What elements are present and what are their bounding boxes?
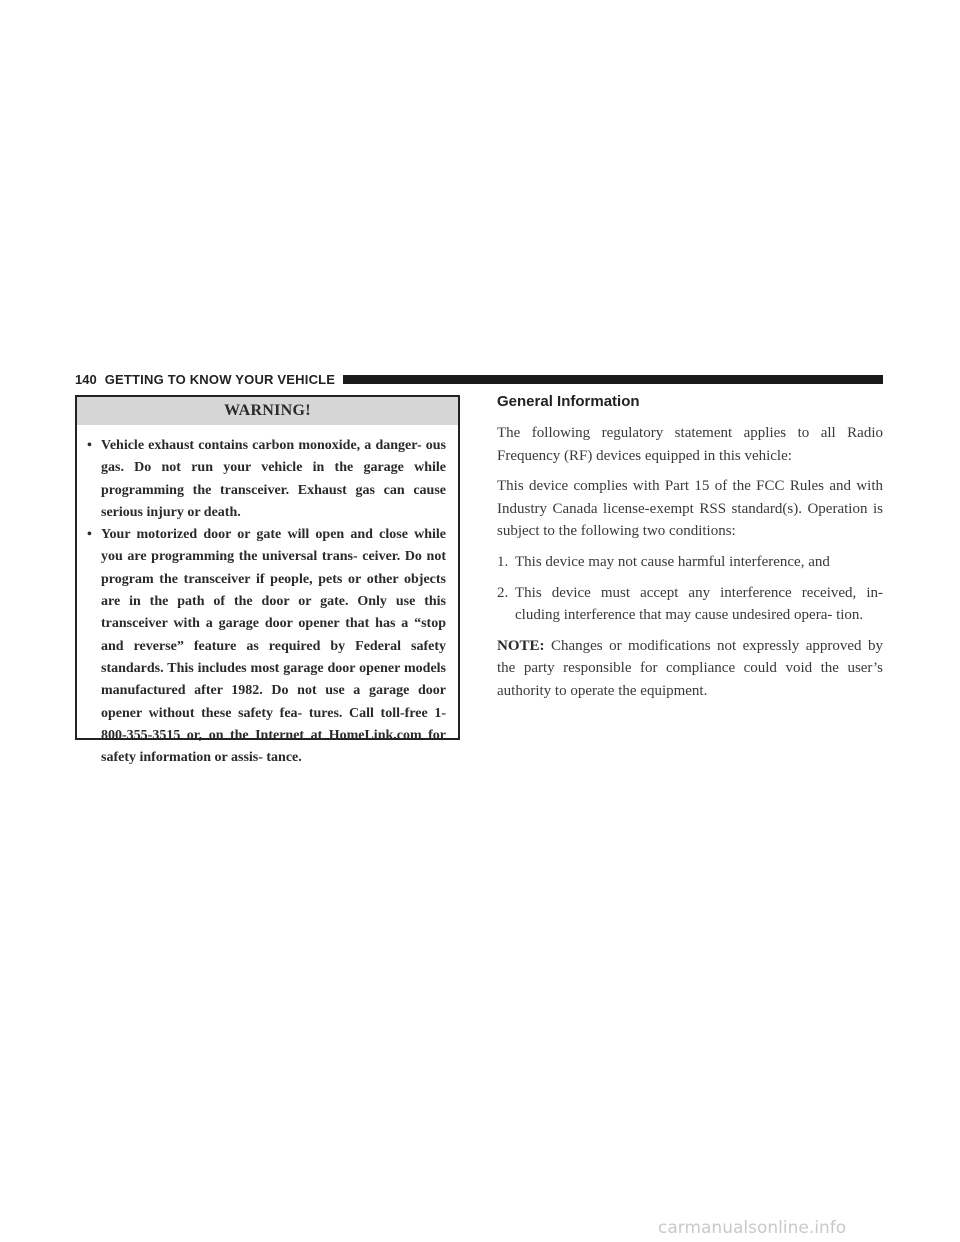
warning-item: [87, 435, 446, 524]
note-label: NOTE:: [497, 637, 545, 654]
intro-paragraph: The following regulatory statement applies to all Radio Frequency (RF) devices equipped in this vehicle:: [497, 425, 883, 464]
warning-title: WARNING!: [77, 397, 458, 425]
compliance-paragraph: This device complies with Part 15 of the FCC Rules and with Industry Canada license-exempt RSS standard(s). Operation is subject to the following two conditions:: [497, 478, 883, 540]
note-text: Changes or modifications not expressly approved by the party responsible for compliance could void the user’s authority to operate the equipment.: [497, 637, 883, 699]
warning-item-text: Vehicle exhaust contains carbon monoxide, a danger- ous gas. Do not run your vehicle in the garage while programming the transceiver. Exhaust gas can cause serious injury or death.: [101, 438, 446, 520]
condition-item: [497, 582, 883, 627]
conditions-list: [497, 551, 883, 627]
condition-number: 1.: [497, 553, 509, 570]
condition-text: This device must accept any interference received, in- cluding interference that may cause undesired opera- tion.: [515, 584, 883, 624]
condition-item: [497, 551, 883, 574]
bullet-icon: •: [87, 438, 92, 453]
condition-text: This device may not cause harmful interference, and: [515, 553, 830, 570]
general-information-section: [497, 392, 883, 711]
condition-number: 2.: [497, 584, 509, 601]
footer-watermark: carmanualsonline.info: [658, 1218, 847, 1238]
page-header: [75, 371, 883, 387]
warning-item-text: Your motorized door or gate will open and close while you are programming the universal trans- ceiver. Do not program the transceiver if people, pets or other objects are in the path of the door or gate. Only use this transceiver with a garage door opener that has a “stop and reverse” feature as required by Federal safety standards. This includes most garage door opener models manufactured after 1982. Do not use a garage door opener without these safety fea- tures. Call toll-free 1-800-355-3515 or, on the Internet at HomeLink.com for safety information or assis- tance.: [101, 527, 446, 766]
section-heading: General Information: [497, 393, 640, 410]
page-number: 140: [75, 371, 97, 387]
warning-list: [77, 425, 458, 769]
warning-box: [75, 395, 460, 766]
warning-item: [87, 524, 446, 769]
chapter-title: GETTING TO KNOW YOUR VEHICLE: [104, 371, 336, 387]
bullet-icon: •: [87, 527, 92, 543]
header-rule: [343, 375, 883, 384]
note-paragraph: [497, 635, 883, 703]
